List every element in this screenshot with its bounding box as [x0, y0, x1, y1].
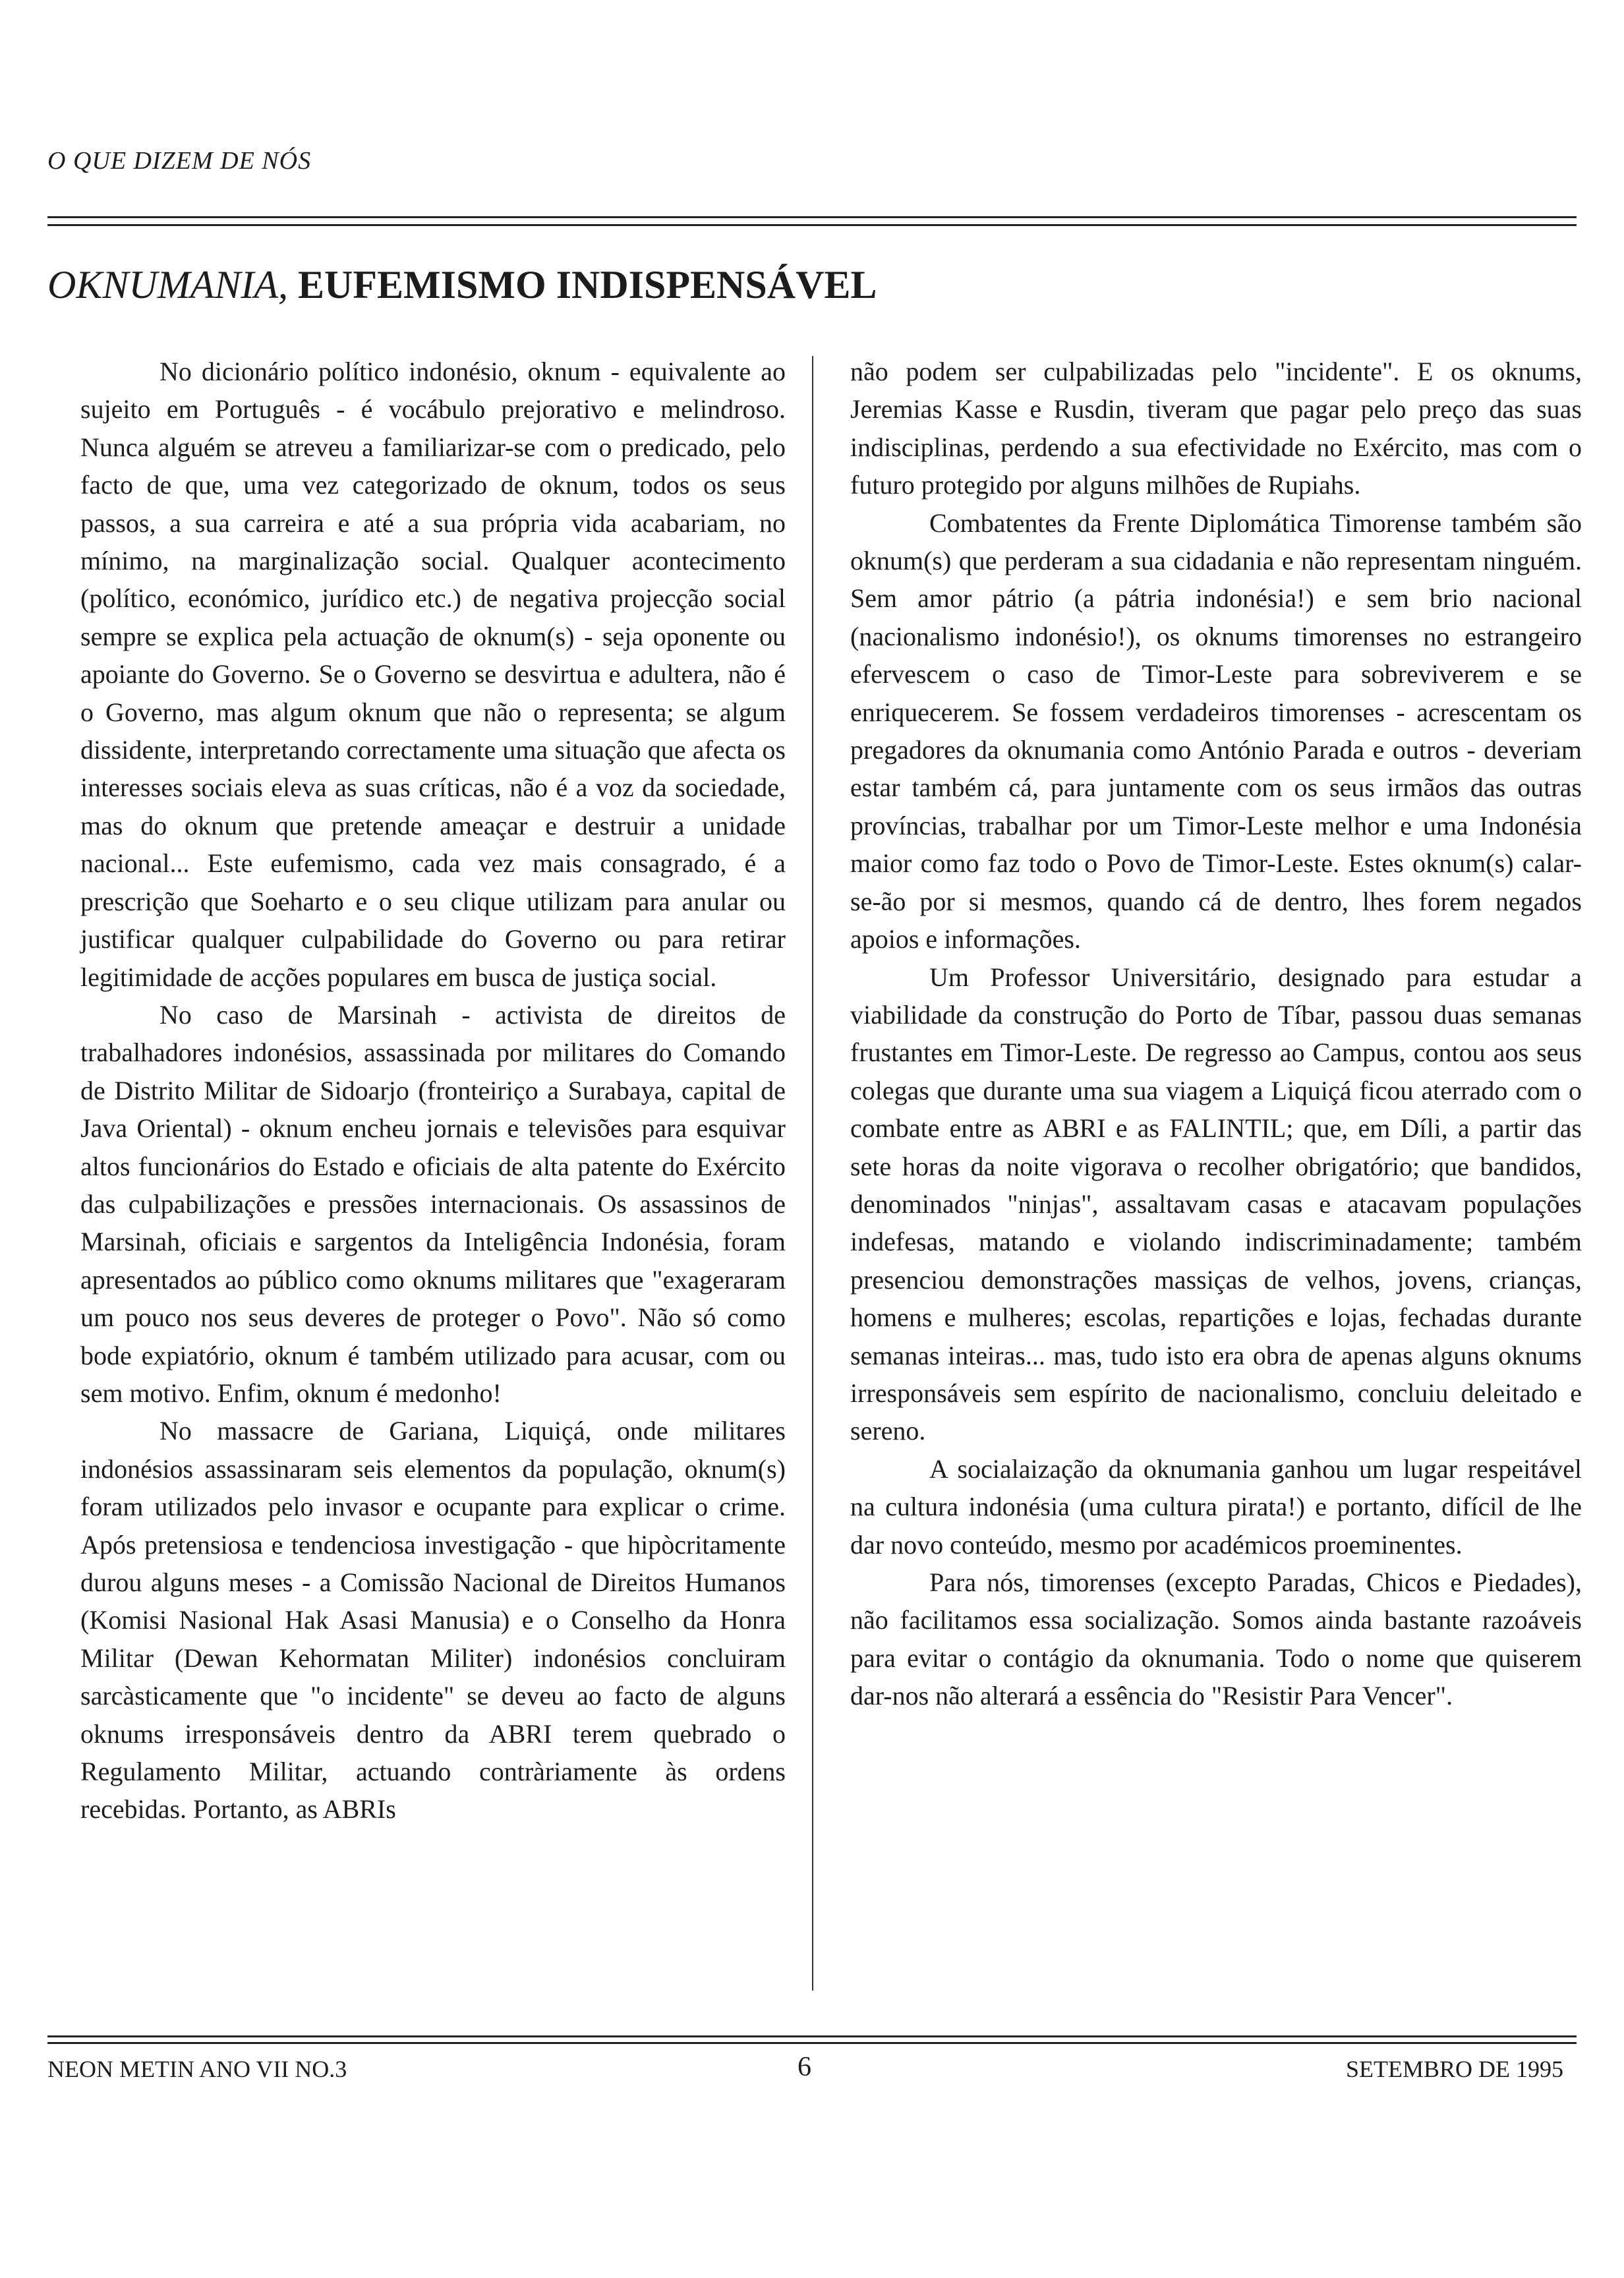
- paragraph: A socialaização da oknumania ganhou um lugar respeitável na cultura indonésia (uma cultura pirata!) e portanto, difícil de lhe dar novo conteúdo, mesmo por académicos proeminentes.: [850, 1453, 1582, 1560]
- article-title: [47, 262, 877, 308]
- paragraph: Combatentes da Frente Diplomática Timorense também são oknum(s) que perderam a sua cidadania e não representam ninguém. Sem amor pátrio (a pátria indonésia!) e sem brio nacional (nacionalismo indonésio!), os oknums timorenses no estrangeiro efervescem o caso de Timor-Leste para sobreviverem e se enriquecerem. Se fossem verdadeiros timorenses - acrescentam os pregadores da oknumania como António Parada e outros - deveriam estar também cá, para juntamente com os seus irmãos das outras províncias, trabalhar por um Timor-Leste melhor e uma Indonésia maior como faz todo o Povo de Timor-Leste. Estes oknum(s) calar-se-ão por si mesmos, quando cá de dentro, lhes forem negados apoios e informações.: [850, 508, 1582, 954]
- paragraph: não podem ser culpabilizadas pelo "incidente". E os oknums, Jeremias Kasse e Rusdin, tiveram que pagar pelo preço das suas indisciplinas, perdendo a sua efectividade no Exército, mas com o futuro protegido por alguns milhões de Rupiahs.: [850, 357, 1582, 500]
- column-divider: [812, 356, 813, 1991]
- paragraph: Um Professor Universitário, designado para estudar a viabilidade da construção do Porto de Tíbar, passou duas semanas frustantes em Timor-Leste. De regresso ao Campus, contou aos seus colegas que durante uma sua viagem a Liquiçá ficou aterrado com o combate entre as ABRI e as FALINTIL; que, em Díli, a partir das sete horas da noite vigorava o recolher obrigatório; que bandidos, denominados "ninjas", assaltavam casas e atacavam populações indefesas, matando e violando indiscriminadamente; também presenciou demonstrações massiças de velhos, jovens, crianças, homens e mulheres; escolas, repartições e lojas, fechadas durante semanas inteiras... mas, tudo isto era obra de apenas alguns oknums irresponsáveis sem espírito de nacionalismo, concluiu deleitado e sereno.: [850, 962, 1582, 1446]
- page-number: 6: [798, 2052, 811, 2082]
- header-rule-bottom: [47, 224, 1577, 226]
- left-column: [80, 353, 786, 1828]
- paragraph: No caso de Marsinah - activista de direitos de trabalhadores indonésios, assassinada por militares do Comando de Distrito Militar de Sidoarjo (fronteiriço a Surabaya, capital de Java Oriental) - oknum encheu jornais e televisões para esquivar altos funcionários do Estado e oficiais de alta patente do Exército das culpabilizações e pressões internacionais. Os assassinos de Marsinah, oficiais e sargentos da Inteligência Indonésia, foram apresentados ao público como oknums militares que "exageraram um pouco nos seus deveres de proteger o Povo". Não só como bode expiatório, oknum é também utilizado para acusar, com ou sem motivo. Enfim, oknum é medonho!: [80, 999, 786, 1408]
- article-title-italic: OKNUMANIA,: [47, 263, 288, 307]
- footer-date: SETEMBRO DE 1995: [1345, 2056, 1563, 2082]
- section-label: O QUE DIZEM DE NÓS: [47, 147, 312, 175]
- header-rule-top: [47, 216, 1577, 218]
- paragraph: No massacre de Gariana, Liquiçá, onde militares indonésios assassinaram seis elementos da população, oknum(s) foram utilizados pelo invasor e ocupante para explicar o crime. Após pretensiosa e tendenciosa investigação - que hipòcritamente durou alguns meses - a Comissão Nacional de Direitos Humanos (Komisi Nasional Hak Asasi Manusia) e o Conselho da Honra Militar (Dewan Kehormatan Militer) indonésios concluiram sarcàsticamente que "o incidente" se deveu ao facto de alguns oknums irresponsáveis dentro da ABRI terem quebrado o Regulamento Militar, actuando contràriamente às ordens recebidas. Portanto, as ABRIs: [80, 1416, 786, 1825]
- paragraph: Para nós, timorenses (excepto Paradas, Chicos e Piedades), não facilitamos essa socialização. Somos ainda bastante razoáveis para evitar o contágio da oknumania. Todo o nome que quiserem dar-nos não alterará a essência do "Resistir Para Vencer".: [850, 1567, 1582, 1711]
- footer-publication: NEON METIN ANO VII NO.3: [47, 2056, 347, 2082]
- right-column: [850, 353, 1582, 1715]
- article-title-rest: EUFEMISMO INDISPENSÁVEL: [287, 263, 877, 307]
- paragraph: No dicionário político indonésio, oknum - equivalente ao sujeito em Português - é vocábulo prejorativo e melindroso. Nunca alguém se atreveu a familiarizar-se com o predicado, pelo facto de que, uma vez categorizado de oknum, todos os seus passos, a sua carreira e até a sua própria vida acabariam, no mínimo, na marginalização social. Qualquer acontecimento (político, económico, jurídico etc.) de negativa projecção social sempre se explica pela actuação de oknum(s) - seja oponente ou apoiante do Governo. Se o Governo se desvirtua e adultera, não é o Governo, mas algum oknum que não o representa; se algum dissidente, interpretando correctamente uma situação que afecta os interesses sociais eleva as suas críticas, não é a voz da sociedade, mas do oknum que pretende ameaçar e destruir a unidade nacional... Este eufemismo, cada vez mais consagrado, é a prescrição que Soeharto e o seu clique utilizam para anular ou justificar qualquer culpabilidade do Governo ou para retirar legitimidade de acções populares em busca de justiça social.: [80, 357, 786, 992]
- footer-rule-top: [47, 2035, 1577, 2037]
- footer-rule-bottom: [47, 2042, 1577, 2044]
